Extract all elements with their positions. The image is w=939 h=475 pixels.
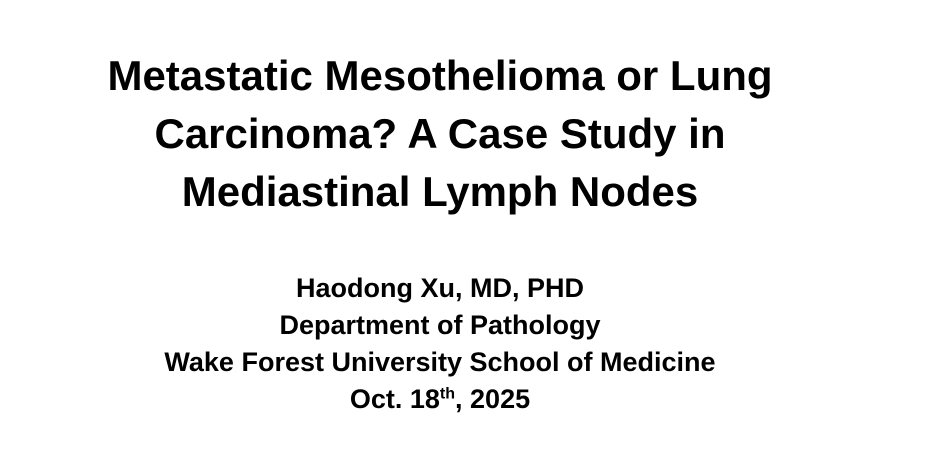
author-name: Haodong Xu, MD, PHD: [296, 273, 584, 303]
title-line-3: Mediastinal Lymph Nodes: [181, 168, 699, 215]
title-line-1: Metastatic Mesothelioma or Lung: [107, 52, 773, 99]
date-ordinal-suffix: th: [439, 385, 456, 403]
presenter-info: [0, 270, 880, 418]
slide-title: [0, 47, 880, 221]
department-name: Department of Pathology: [279, 310, 601, 340]
date-suffix: , 2025: [455, 384, 531, 414]
title-line-2: Carcinoma? A Case Study in: [154, 110, 726, 157]
date-prefix: Oct. 18: [349, 384, 440, 414]
institution-name: Wake Forest University School of Medicine: [164, 347, 716, 377]
presentation-date: [0, 381, 880, 418]
